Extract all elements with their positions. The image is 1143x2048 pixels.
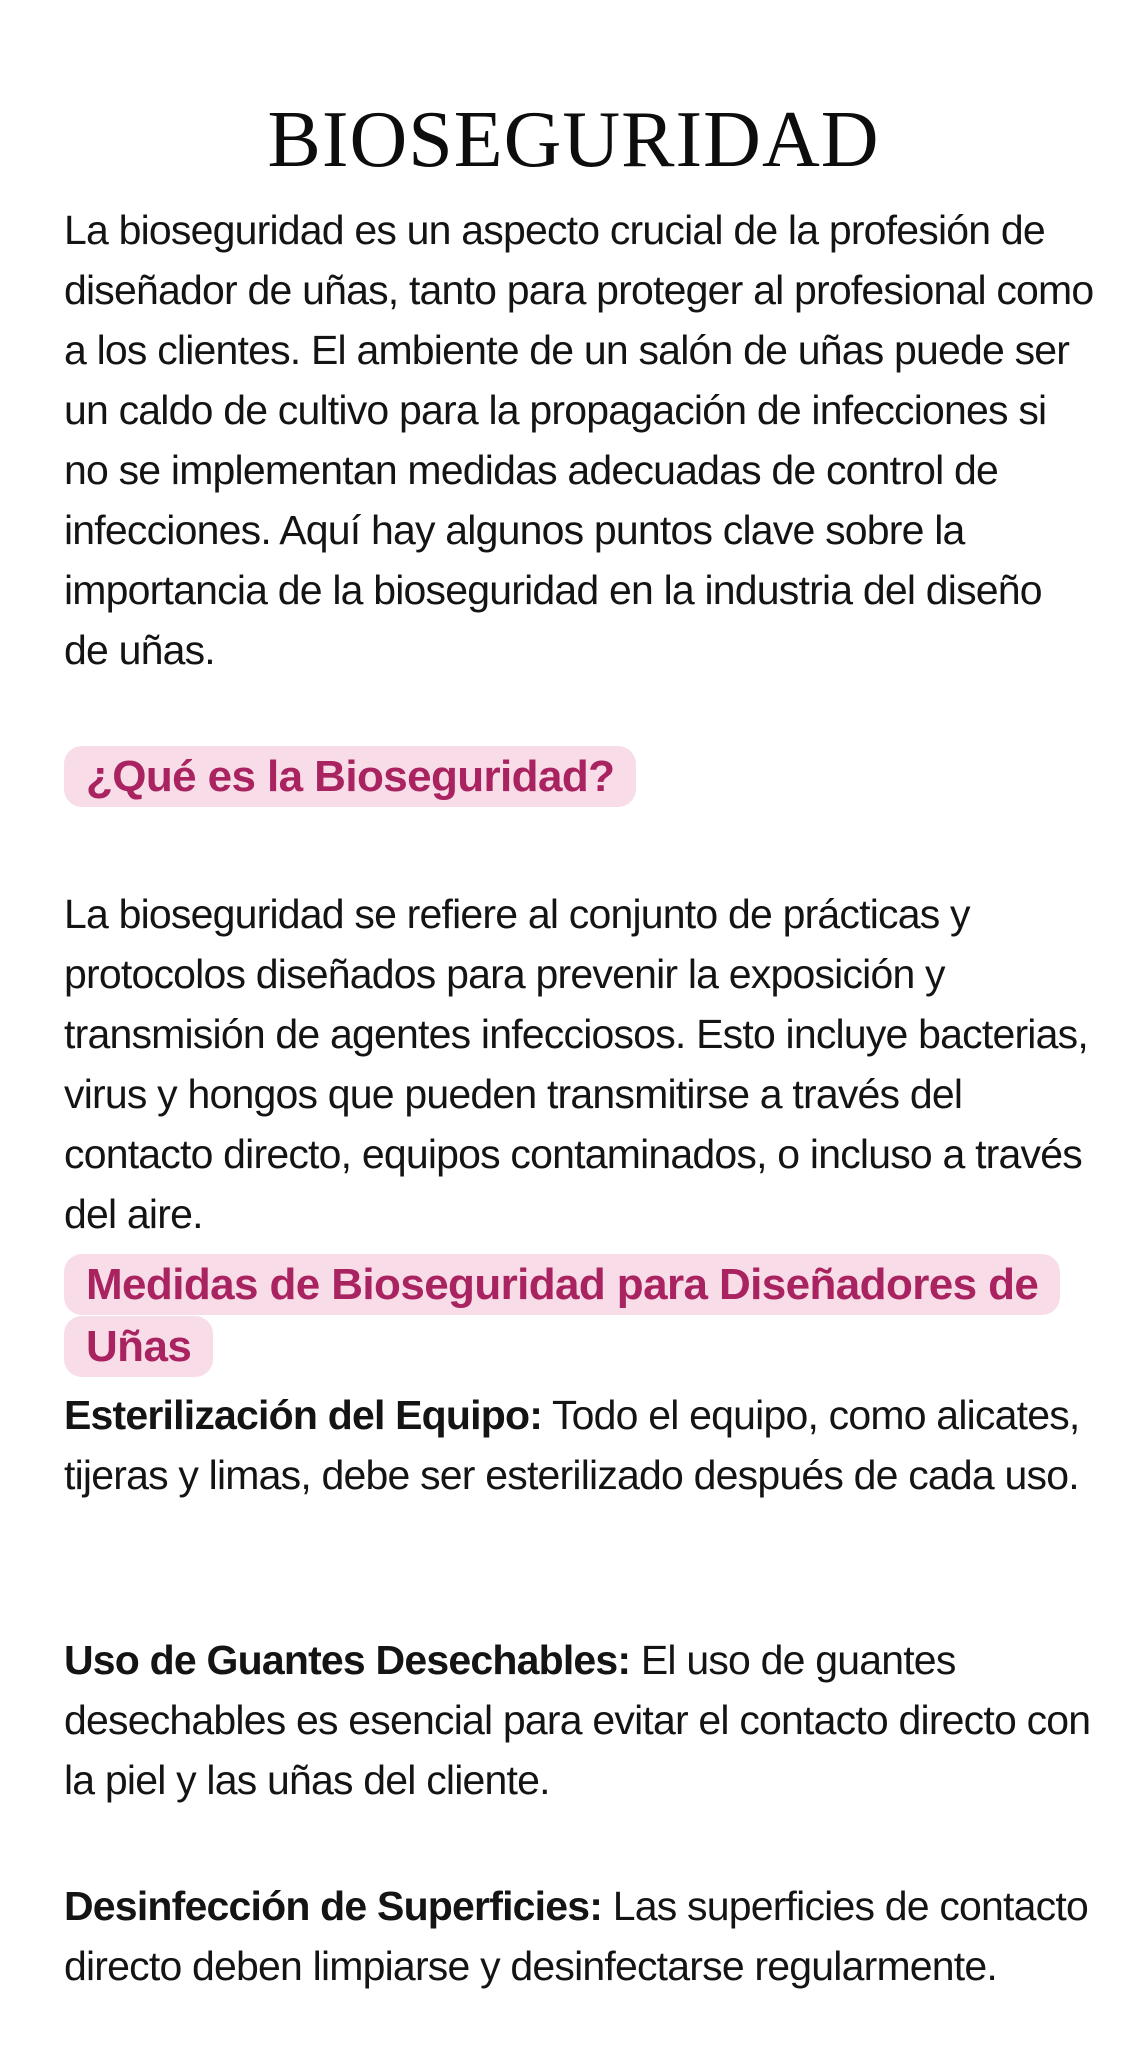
section-heading-measures-label: Medidas de Bioseguridad para Diseñadores de Uñas [64, 1254, 1060, 1377]
measure-description: Las superficies de contacto directo deben limpiarse y desinfectarse regularmente. [64, 1883, 1088, 1989]
intro-paragraph: La bioseguridad es un aspecto crucial de la profesión de diseñador de uñas, tanto para proteger al profesional como a los clientes. El ambiente de un salón de uñas puede ser un caldo de cultivo para la propagación de infecciones si no se implementan medidas adecuadas de control de infecciones. Aquí hay algunos puntos clave sobre la importancia de la bioseguridad en la industria del diseño de uñas. [64, 207, 1094, 673]
measure-item [64, 1630, 1104, 1810]
section-heading-what-is-biosecurity-label: ¿Qué es la Bioseguridad? [64, 746, 636, 807]
measure-term: Uso de Guantes Desechables: [64, 1637, 631, 1683]
measure-description: El uso de guantes desechables es esencial para evitar el contacto directo con la piel y las uñas del cliente. [64, 1637, 1091, 1803]
section-heading-what-is-biosecurity [64, 746, 1094, 808]
section-heading-measures [64, 1254, 1104, 1378]
measure-item [64, 1876, 1104, 1996]
definition-paragraph: La bioseguridad se refiere al conjunto de prácticas y protocolos diseñados para prevenir la exposición y transmisión de agentes infecciosos. Esto incluye bacterias, virus y hongos que pueden transmitirse a través del contacto directo, equipos contaminados, o incluso a través del aire. [64, 891, 1088, 1237]
measure-term: Desinfección de Superficies: [64, 1883, 603, 1929]
measure-term: Esterilización del Equipo: [64, 1392, 543, 1438]
measure-description: Todo el equipo, como alicates, tijeras y limas, debe ser esterilizado después de cada uso. [64, 1392, 1080, 1498]
measure-item [64, 1385, 1104, 1505]
page-title: BIOSEGURIDAD [267, 96, 880, 184]
